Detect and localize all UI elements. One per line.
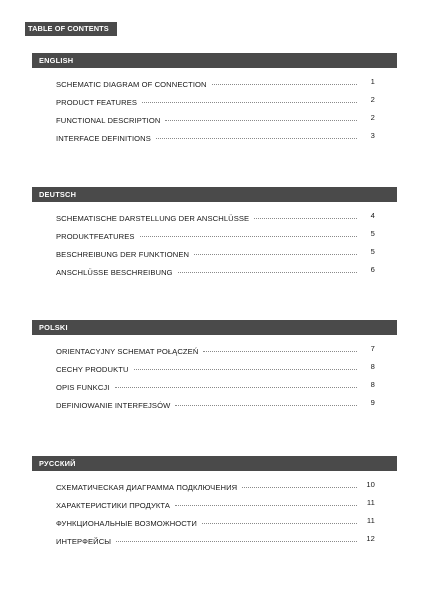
dot-leader — [142, 102, 357, 103]
toc-entry-page: 11 — [366, 516, 375, 525]
toc-entry-title: ИНТЕРФЕЙСЫ — [56, 537, 112, 546]
toc-entry[interactable] — [56, 398, 375, 419]
toc-entry-title: INTERFACE DEFINITIONS — [56, 134, 151, 143]
dot-leader — [178, 272, 357, 273]
section-english — [32, 53, 397, 152]
section-header: ENGLISH — [32, 53, 397, 68]
dot-leader — [116, 541, 357, 542]
toc-entry-page: 4 — [370, 211, 375, 220]
toc-list — [32, 77, 397, 152]
toc-entry[interactable] — [56, 247, 375, 268]
toc-entry-page: 8 — [370, 380, 375, 389]
dot-leader — [194, 254, 357, 255]
toc-entry[interactable] — [56, 380, 375, 401]
dot-leader — [140, 236, 357, 237]
dot-leader — [202, 523, 357, 524]
toc-entry[interactable] — [56, 480, 375, 501]
toc-entry-title: CECHY PRODUKTU — [56, 365, 129, 374]
toc-entry-page: 8 — [370, 362, 375, 371]
toc-entry-title: ORIENTACYJNY SCHEMAT POŁĄCZEŃ — [56, 347, 199, 356]
toc-entry-title: SCHEMATISCHE DARSTELLUNG DER ANSCHLÜSSE — [56, 214, 250, 223]
toc-entry[interactable] — [56, 229, 375, 250]
toc-entry-title: SCHEMATIC DIAGRAM OF CONNECTION — [56, 80, 207, 89]
toc-entry-page: 3 — [370, 131, 375, 140]
toc-entry-page: 9 — [370, 398, 375, 407]
toc-entry-page: 5 — [370, 247, 375, 256]
toc-entry-title: ХАРАКТЕРИСТИКИ ПРОДУКТА — [56, 501, 171, 510]
toc-entry-title: СХЕМАТИЧЕСКАЯ ДИАГРАММА ПОДКЛЮЧЕНИЯ — [56, 483, 238, 492]
toc-entry-title: ANSCHLÜSSE BESCHREIBUNG — [56, 268, 173, 277]
toc-entry[interactable] — [56, 534, 375, 555]
toc-entry-title: DEFINIOWANIE INTERFEJSÓW — [56, 401, 171, 410]
section-header: DEUTSCH — [32, 187, 397, 202]
toc-entry-title: FUNCTIONAL DESCRIPTION — [56, 116, 161, 125]
toc-entry-title: ФУНКЦИОНАЛЬНЫЕ ВОЗМОЖНОСТИ — [56, 519, 197, 528]
toc-entry-page: 7 — [370, 344, 375, 353]
dot-leader — [165, 120, 357, 121]
section-polski — [32, 320, 397, 419]
toc-entry-page: 1 — [370, 77, 375, 86]
toc-entry-title: BESCHREIBUNG DER FUNKTIONEN — [56, 250, 190, 259]
toc-entry-title: OPIS FUNKCJI — [56, 383, 110, 392]
toc-entry-page: 5 — [370, 229, 375, 238]
section-header: POLSKI — [32, 320, 397, 335]
dot-leader — [212, 84, 357, 85]
toc-entry[interactable] — [56, 113, 375, 134]
toc-list — [32, 211, 397, 286]
dot-leader — [115, 387, 357, 388]
dot-leader — [242, 487, 357, 488]
toc-entry[interactable] — [56, 516, 375, 537]
toc-entry[interactable] — [56, 211, 375, 232]
dot-leader — [203, 351, 357, 352]
toc-entry-page: 6 — [370, 265, 375, 274]
page-title: TABLE OF CONTENTS — [25, 22, 117, 36]
toc-entry[interactable] — [56, 362, 375, 383]
toc-entry[interactable] — [56, 77, 375, 98]
section-header: РУССКИЙ — [32, 456, 397, 471]
toc-entry[interactable] — [56, 344, 375, 365]
dot-leader — [134, 369, 357, 370]
dot-leader — [254, 218, 357, 219]
toc-entry[interactable] — [56, 265, 375, 286]
dot-leader — [175, 505, 357, 506]
section-russian — [32, 456, 397, 555]
toc-entry-page: 11 — [366, 498, 375, 507]
toc-entry[interactable] — [56, 95, 375, 116]
toc-entry-page: 2 — [370, 113, 375, 122]
toc-entry-title: PRODUKTFEATURES — [56, 232, 135, 241]
toc-entry-page: 10 — [366, 480, 375, 489]
toc-entry-page: 12 — [366, 534, 375, 543]
dot-leader — [175, 405, 357, 406]
toc-list — [32, 344, 397, 419]
toc-list — [32, 480, 397, 555]
toc-entry-page: 2 — [370, 95, 375, 104]
section-deutsch — [32, 187, 397, 286]
toc-entry[interactable] — [56, 498, 375, 519]
dot-leader — [156, 138, 357, 139]
toc-entry-title: PRODUCT FEATURES — [56, 98, 138, 107]
toc-entry[interactable] — [56, 131, 375, 152]
